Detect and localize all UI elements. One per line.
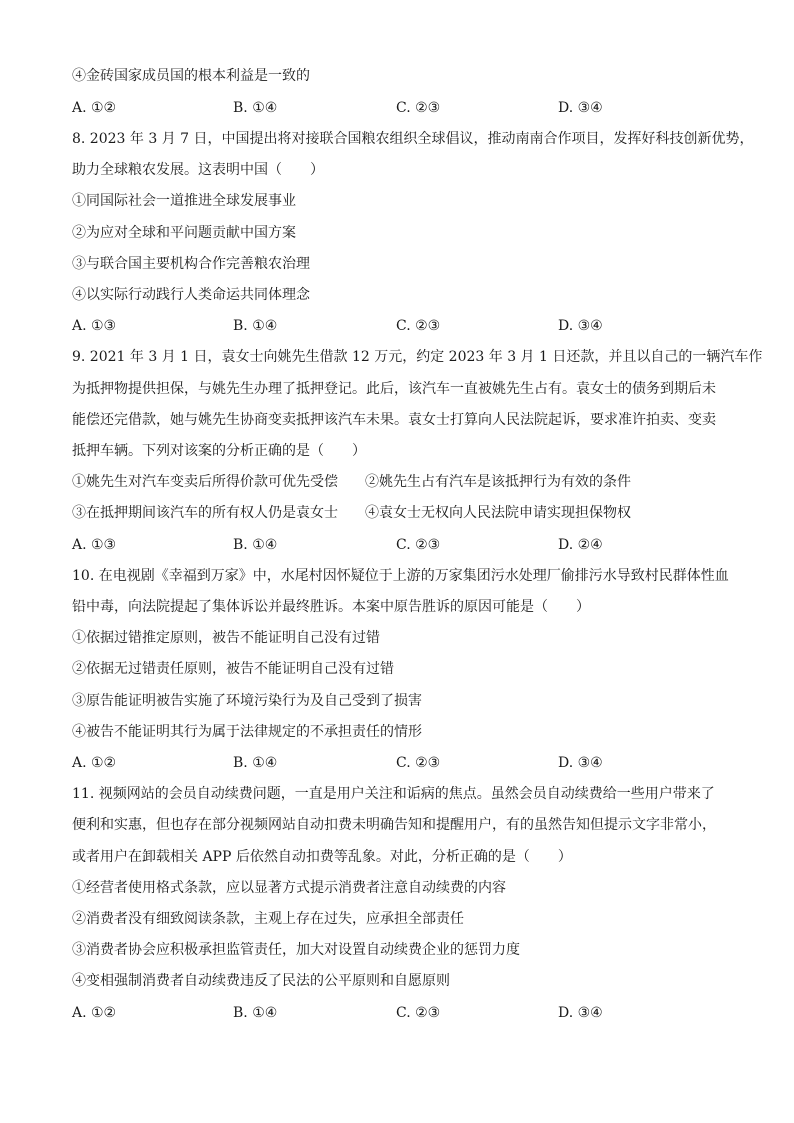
q9-option-b: B. ①④ <box>233 537 278 553</box>
q11-stem-line-1: 11. 视频网站的会员自动续费问题，一直是用户关注和诟病的焦点。虽然会员自动续费给一些用户带来了 <box>72 786 715 802</box>
q10-option-b: B. ①④ <box>233 755 278 771</box>
q11-option-a: A. ①② <box>72 1005 117 1021</box>
q8-option-c: C. ②③ <box>396 318 441 334</box>
q10-stem-line-1: 10. 在电视剧《幸福到万家》中，水尾村因怀疑位于上游的万家集团污水处理厂偷排污水导致村民群体性血 <box>72 568 729 584</box>
q8-options <box>72 316 732 336</box>
q8-option-b: B. ①④ <box>233 318 278 334</box>
q11-statement-3: ③消费者协会应积极承担监管责任，加大对设置自动续费企业的惩罚力度 <box>72 942 520 958</box>
q11-option-c: C. ②③ <box>396 1005 441 1021</box>
q7-option-a: A. ①② <box>72 100 117 116</box>
q9-stem-line-2: 为抵押物提供担保，与姚先生办理了抵押登记。此后，该汽车一直被姚先生占有。袁女士的债务到期后未 <box>72 381 716 397</box>
q7-option-d: D. ③④ <box>558 100 603 116</box>
q9-statements-row-1 <box>72 472 732 492</box>
q8-stem-line-1: 8. 2023 年 3 月 7 日，中国提出将对接联合国粮农组织全球倡议，推动南南合作项目，发挥好科技创新优势， <box>72 131 754 147</box>
q10-statement-1: ①依据过错推定原则，被告不能证明自己没有过错 <box>72 630 380 646</box>
q9-option-c: C. ②③ <box>396 537 441 553</box>
q9-statement-2: ②姚先生占有汽车是该抵押行为有效的条件 <box>365 474 631 490</box>
q9-statements-row-2 <box>72 503 732 523</box>
q10-statement-4: ④被告不能证明其行为属于法律规定的不承担责任的情形 <box>72 724 422 740</box>
q7-options <box>72 98 732 118</box>
q11-option-b: B. ①④ <box>233 1005 278 1021</box>
q8-statement-3: ③与联合国主要机构合作完善粮农治理 <box>72 256 310 272</box>
q9-stem-line-3: 能偿还完借款，她与姚先生协商变卖抵押该汽车未果。袁女士打算向人民法院起诉，要求准许拍卖、变卖 <box>72 412 716 428</box>
q10-statement-2: ②依据无过错责任原则，被告不能证明自己没有过错 <box>72 661 394 677</box>
q10-option-c: C. ②③ <box>396 755 441 771</box>
q11-statement-2: ②消费者没有细致阅读条款，主观上存在过失，应承担全部责任 <box>72 911 464 927</box>
q9-option-a: A. ①③ <box>72 537 117 553</box>
q8-option-d: D. ③④ <box>558 318 603 334</box>
q11-option-d: D. ③④ <box>558 1005 603 1021</box>
q9-stem-line-4: 抵押车辆。下列对该案的分析正确的是（ ） <box>72 443 366 459</box>
q11-statement-4: ④变相强制消费者自动续费违反了民法的公平原则和自愿原则 <box>72 973 450 989</box>
q10-options <box>72 753 732 773</box>
q10-option-d: D. ③④ <box>558 755 603 771</box>
q9-statement-4: ④袁女士无权向人民法院申请实现担保物权 <box>365 505 631 521</box>
q9-statement-1: ①姚先生对汽车变卖后所得价款可优先受偿 <box>72 474 338 490</box>
q10-option-a: A. ①② <box>72 755 117 771</box>
q11-options <box>72 1003 732 1023</box>
q7-statement-4: ④金砖国家成员国的根本利益是一致的 <box>72 68 310 84</box>
q10-stem-line-2: 铅中毒，向法院提起了集体诉讼并最终胜诉。本案中原告胜诉的原因可能是（ ） <box>72 599 590 615</box>
q9-statement-3: ③在抵押期间该汽车的所有权人仍是袁女士 <box>72 505 338 521</box>
q7-option-c: C. ②③ <box>396 100 441 116</box>
q8-stem-line-2: 助力全球粮农发展。这表明中国（ ） <box>72 162 324 178</box>
q8-statement-1: ①同国际社会一道推进全球发展事业 <box>72 193 296 209</box>
q10-statement-3: ③原告能证明被告实施了环境污染行为及自己受到了损害 <box>72 693 422 709</box>
q8-statement-2: ②为应对全球和平问题贡献中国方案 <box>72 225 296 241</box>
q8-option-a: A. ①③ <box>72 318 117 334</box>
q11-stem-line-3: 或者用户在卸载相关 APP 后依然自动扣费等乱象。对此，分析正确的是（ ） <box>72 849 572 865</box>
q11-statement-1: ①经营者使用格式条款，应以显著方式提示消费者注意自动续费的内容 <box>72 880 506 896</box>
q11-stem-line-2: 便利和实惠，但也存在部分视频网站自动扣费未明确告知和提醒用户，有的虽然告知但提示文字非常小， <box>72 817 716 833</box>
q9-stem-line-1: 9. 2021 年 3 月 1 日，袁女士向姚先生借款 12 万元，约定 2023 年 3 月 1 日还款，并且以自己的一辆汽车作 <box>72 349 763 365</box>
q8-statement-4: ④以实际行动践行人类命运共同体理念 <box>72 287 310 303</box>
q9-options <box>72 535 732 555</box>
q9-option-d: D. ②④ <box>558 537 603 553</box>
q7-option-b: B. ①④ <box>233 100 278 116</box>
